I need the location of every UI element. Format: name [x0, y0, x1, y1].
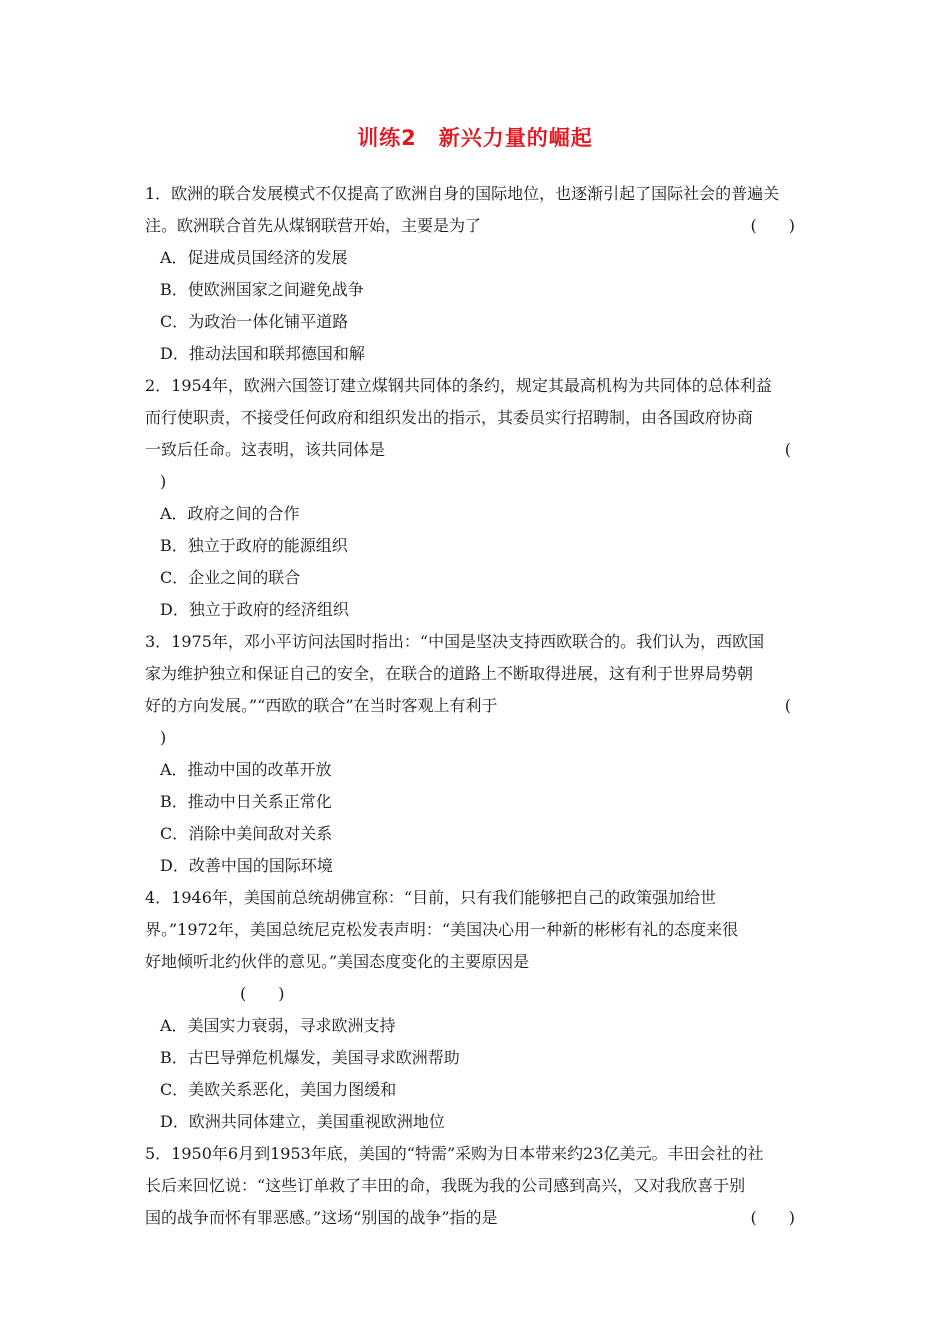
option-a: A．推动中国的改革开放	[160, 760, 332, 779]
option-a: A．政府之间的合作	[160, 504, 300, 523]
question-2	[145, 370, 805, 626]
option-c: C．企业之间的联合	[160, 568, 301, 587]
question-1	[145, 178, 805, 370]
option-b: B．独立于政府的能源组织	[160, 536, 348, 555]
question-stem-line: 5．1950年6月到1953年底，美国的“特需”采购为日本带来约23亿美元。丰田会社的社	[145, 1144, 764, 1163]
option-c: C．消除中美间敌对关系	[160, 824, 333, 843]
answer-paren-close: )	[160, 472, 167, 491]
question-3	[145, 626, 805, 882]
question-stem-text: 一致后任命。这表明，该共同体是	[145, 440, 386, 459]
option-b: B．古巴导弹危机爆发，美国寻求欧洲帮助	[160, 1048, 460, 1067]
question-stem-line: 好地倾听北约伙伴的意见。”美国态度变化的主要原因是	[145, 952, 530, 971]
option-d: D．欧洲共同体建立，美国重视欧洲地位	[160, 1112, 445, 1131]
answer-paren-open: (	[784, 440, 791, 459]
answer-paren-open: (	[784, 696, 791, 715]
question-4	[145, 882, 805, 1138]
question-stem-text: 注。欧洲联合首先从煤钢联营开始，主要是为了	[145, 216, 482, 235]
option-d: D．改善中国的国际环境	[160, 856, 333, 875]
question-stem-line: 4．1946年，美国前总统胡佛宣称：“目前，只有我们能够把自己的政策强加给世	[145, 888, 717, 907]
question-stem-line	[145, 690, 805, 722]
question-stem-line	[145, 434, 805, 466]
question-stem-line	[145, 1202, 805, 1234]
question-stem-text: 好的方向发展。”“西欧的联合”在当时客观上有利于	[145, 696, 498, 715]
page-title: 训练2 新兴力量的崛起	[357, 126, 593, 150]
answer-paren-close: )	[160, 728, 167, 747]
question-stem-line: 而行使职责，不接受任何政府和组织发出的指示，其委员实行招聘制，由各国政府协商	[145, 408, 754, 427]
question-list	[145, 178, 805, 1234]
option-c: C．为政治一体化铺平道路	[160, 312, 349, 331]
option-a: A．促进成员国经济的发展	[160, 248, 348, 267]
answer-parentheses: ( )	[750, 216, 795, 235]
question-stem-line: 界。”1972年，美国总统尼克松发表声明：“美国决心用一种新的彬彬有礼的态度来很	[145, 920, 739, 939]
answer-parentheses: ( )	[240, 984, 285, 1003]
option-d: D．推动法国和联邦德国和解	[160, 344, 365, 363]
option-b: B．使欧洲国家之间避免战争	[160, 280, 364, 299]
option-a: A．美国实力衰弱，寻求欧洲支持	[160, 1016, 396, 1035]
question-stem-line: 3．1975年，邓小平访问法国时指出：“中国是坚决支持西欧联合的。我们认为，西欧国	[145, 632, 765, 651]
question-5	[145, 1138, 805, 1234]
question-stem-line: 长后来回忆说：“这些订单救了丰田的命，我既为我的公司感到高兴，又对我欣喜于别	[145, 1176, 746, 1195]
question-stem-line: 1．欧洲的联合发展模式不仅提高了欧洲自身的国际地位，也逐渐引起了国际社会的普遍关	[145, 184, 780, 203]
answer-parentheses: ( )	[750, 1208, 795, 1227]
question-stem-line: 家为维护独立和保证自己的安全，在联合的道路上不断取得进展，这有利于世界局势朝	[145, 664, 754, 683]
question-stem-line: 2．1954年，欧洲六国签订建立煤钢共同体的条约，规定其最高机构为共同体的总体利益	[145, 376, 772, 395]
question-stem-line	[145, 210, 805, 242]
option-d: D．独立于政府的经济组织	[160, 600, 349, 619]
option-b: B．推动中日关系正常化	[160, 792, 332, 811]
option-c: C．美欧关系恶化，美国力图缓和	[160, 1080, 397, 1099]
question-stem-text: 国的战争而怀有罪恶感。”这场“别国的战争”指的是	[145, 1208, 498, 1227]
